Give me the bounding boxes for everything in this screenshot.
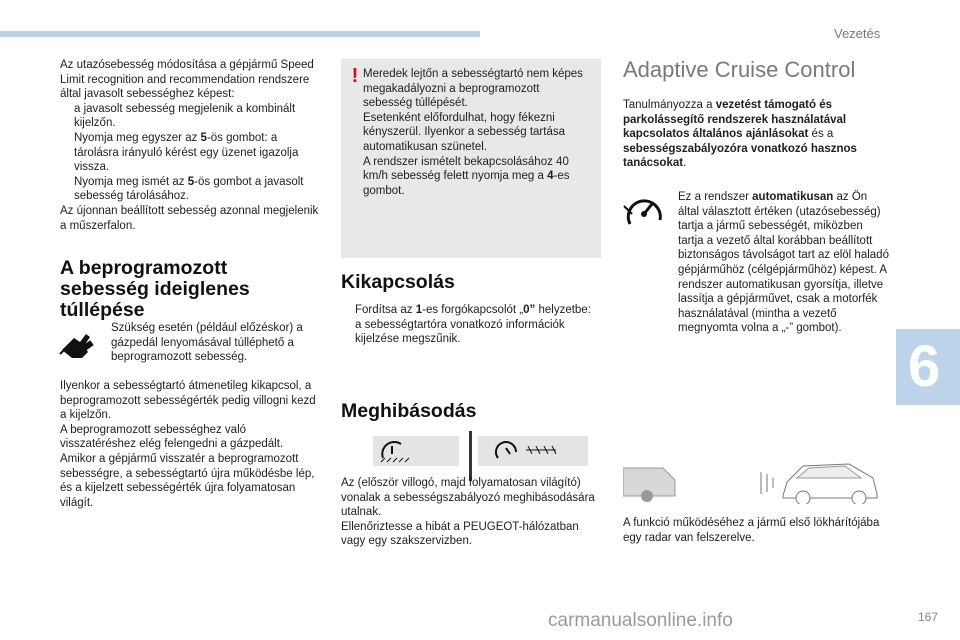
fault-display-1	[373, 436, 459, 466]
bullet-item	[60, 102, 322, 131]
warning-box	[341, 59, 601, 258]
acc-intro: Tanulmányozza a vezetést támogató és parkolássegítő rendszerek használatával kapcsolatos általános ajánlásokat és a sebességszabályozóra vonatkozó hasznos tanácsokat.	[623, 99, 857, 170]
acc-description: Ez a rendszer automatikusan az Ön által választott értéken (utazósebesség) tartja a jármű sebességét, miközben tartja a vezető által korábban beállított biztonságos távolságot tart az elöl haladó gépjárműhöz (célgépjárműhöz) képest. A rendszer automatikusan gyorsítja, illetve lassítja a gépjárművet, csak a motorfék használatával (mintha a vezető megnyomta volna a „-” gombot).	[678, 191, 889, 335]
header-bar	[0, 31, 480, 37]
watermark: carmanualsonline.info	[548, 610, 733, 631]
speedometer-icon	[622, 194, 666, 230]
fault-heading: Meghibásodás	[341, 400, 477, 422]
chapter-tab	[896, 329, 960, 405]
bullet-item	[60, 175, 322, 204]
warning-text: Meredek lejtőn a sebességtartó nem képes megakadályozni a beprogramozott sebesség túllépését. Esetenként előfordulhat, hogy fékezni kényszerül. Ilyenkor a sebesség tartása automatikusan szünetel. A rendszer ismételt bekapcsolásához 40 km/h sebesség felett nyomja meg a 4-es gombot.	[363, 68, 583, 197]
acc-title: Adaptive Cruise Control	[623, 57, 856, 82]
fault-display-2	[478, 436, 588, 466]
bullet-text: a javasolt sebesség megjelenik a kombinált kijelzőn.	[74, 102, 296, 130]
outro-text: Az újonnan beállított sebesség azonnal megjelenik a műszerfalon.	[60, 204, 319, 232]
section-title: Vezetés	[834, 26, 881, 41]
off-heading: Kikapcsolás	[341, 271, 455, 293]
bullet-symbol	[60, 131, 74, 175]
section-heading: A beprogramozott sebesség ideiglenes túllépése	[60, 257, 250, 321]
foot-pedal-icon	[58, 328, 100, 362]
speed-limit-section	[60, 58, 322, 233]
off-text: Fordítsa az 1-es forgókapcsolót „0” helyzetbe: a sebességtartóra vonatkozó információk kijelzése megszűnik.	[341, 303, 597, 347]
override-icon-text: Szükség esetén (például előzéskor) a gázpedál lenyomásával túlléphető a beprogramozott sebesség.	[111, 322, 303, 364]
bullet-text: Nyomja meg egyszer az 5-ös gombot: a tárolásra irányuló kérést egy üzenet igazolja vissza.	[74, 131, 299, 174]
bullet-item	[60, 131, 322, 175]
speedometer-icon	[478, 436, 588, 466]
fault-text: Az (először villogó, majd folyamatosan világító) vonalak a sebességszabályozó meghibásodására utalnak. Ellenőriztesse a hibát a PEUGEOT-hálózatban vagy egy szakszervizben.	[341, 477, 595, 548]
divider	[469, 431, 472, 481]
page-number: 167	[918, 610, 939, 624]
car-radar-icon	[623, 454, 885, 504]
intro-text: Az utazósebesség módosítása a gépjármű Speed Limit recognition and recommendation rendszere által javasolt sebességhez képest:	[60, 59, 314, 101]
warning-exclamation-icon: !	[351, 65, 359, 87]
chapter-number: 6	[908, 334, 941, 399]
radar-caption: A funkció működéséhez a jármű első lökhárítójába egy radar van felszerelve.	[623, 517, 880, 544]
override-body-text: Ilyenkor a sebességtartó átmenetileg kikapcsol, a beprogramozott sebességérték pedig villogni kezd a kijelzőn. A beprogramozott sebességhez való visszatéréshez elég felengedni a gázpedált. Amikor a gépjármű visszatér a beprogramozott sebességre, a sebességtartó újra működésbe lép, és a kijelzett sebességérték újra folyamatosan világít.	[60, 380, 316, 509]
bullet-symbol	[60, 102, 74, 131]
bullet-symbol	[341, 303, 355, 347]
speedometer-fault-icon	[373, 436, 459, 466]
bullet-text: Nyomja meg ismét az 5-ös gombot a javasolt sebesség tárolásához.	[74, 175, 304, 203]
bullet-symbol	[60, 175, 74, 204]
